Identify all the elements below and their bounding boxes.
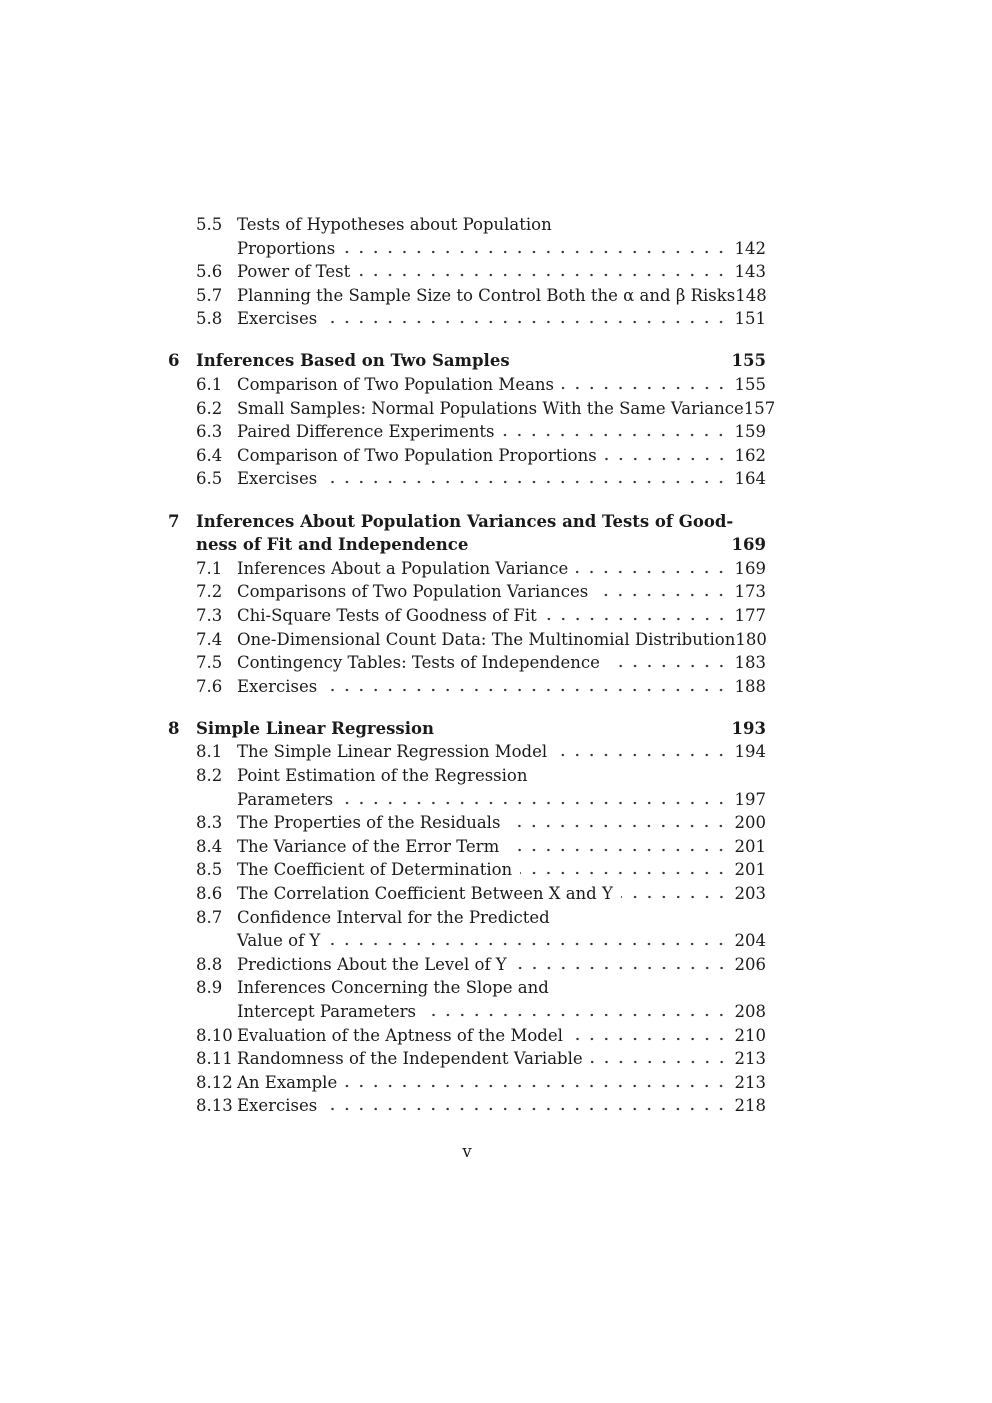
toc-entry-continuation (168, 237, 766, 261)
entry-page: 142 (734, 238, 766, 258)
entry-page: 201 (734, 836, 766, 856)
entry-page: 201 (734, 860, 766, 880)
entry-title: Tests of Hypotheses about Population (237, 215, 552, 234)
entry-page: 159 (734, 422, 766, 442)
toc-entry[interactable] (168, 213, 766, 237)
entry-title: Evaluation of the Aptness of the Model (237, 1025, 563, 1045)
section-number: 8.11 (196, 1049, 233, 1069)
entry-title: An Example (237, 1072, 338, 1092)
dot-leader (576, 570, 728, 574)
entry-title: Point Estimation of the Regression (237, 765, 528, 785)
entry-page: 194 (734, 742, 766, 762)
entry-page: 213 (734, 1072, 766, 1092)
section-number: 7.2 (196, 582, 223, 602)
toc-chapter[interactable] (168, 349, 766, 373)
toc-entry[interactable] (168, 882, 766, 906)
entry-title: The Correlation Coefficient Between X and Y (237, 883, 613, 903)
section-number: 8.12 (196, 1072, 233, 1092)
section-number: 8.5 (196, 860, 223, 880)
toc-entry[interactable] (168, 953, 766, 977)
section-number: 8.9 (196, 978, 223, 998)
section-number: 5.5 (196, 215, 223, 234)
entry-page: 173 (734, 582, 766, 602)
entry-page: 180 (735, 629, 767, 649)
dot-leader (328, 942, 728, 946)
entry-page: 210 (734, 1025, 766, 1045)
dot-leader (358, 273, 728, 277)
dot-leader (571, 1037, 729, 1041)
dot-leader (515, 966, 729, 970)
entry-title: The Variance of the Error Term (237, 836, 500, 856)
dot-leader (621, 895, 729, 899)
entry-title-continuation: ness of Fit and Independence (196, 535, 469, 555)
toc-entry[interactable] (168, 557, 766, 581)
entry-page: 155 (731, 351, 766, 371)
entry-page: 151 (734, 309, 766, 329)
dot-leader (424, 1013, 729, 1017)
toc-entry[interactable] (168, 835, 766, 859)
entry-title-continuation: Proportions (237, 238, 336, 258)
section-number: 5.6 (196, 262, 223, 282)
toc-entry[interactable] (168, 858, 766, 882)
entry-title: Inferences About a Population Variance (237, 558, 569, 578)
entry-page: 204 (734, 931, 766, 951)
entry-page: 197 (734, 789, 766, 809)
entry-title-continuation: Intercept Parameters (237, 1001, 416, 1021)
entry-title: Exercises (237, 469, 318, 489)
entry-page: 143 (734, 262, 766, 282)
toc-entry[interactable] (168, 1094, 766, 1118)
dot-leader (507, 848, 728, 852)
chapter-number: 8 (168, 718, 180, 738)
dot-leader (325, 688, 728, 692)
chapter-number: 6 (168, 351, 180, 371)
entry-title: Inferences Concerning the Slope and (237, 978, 549, 998)
dot-leader (591, 1060, 729, 1064)
toc-entry-continuation (168, 929, 766, 953)
chapter-number: 7 (168, 511, 180, 531)
entry-title: Confidence Interval for the Predicted (237, 907, 550, 927)
dot-leader (608, 664, 729, 668)
toc-entry[interactable] (168, 420, 766, 444)
entry-title: Randomness of the Independent Variable (237, 1049, 583, 1069)
entry-title: Predictions About the Level of Y (237, 954, 507, 974)
toc-entry[interactable] (168, 260, 766, 284)
section-number: 5.8 (196, 309, 223, 329)
page-number: v (462, 1142, 472, 1161)
entry-page: 188 (734, 676, 766, 696)
section-number: 8.4 (196, 836, 223, 856)
entry-page: 162 (734, 445, 766, 465)
entry-page: 164 (734, 469, 766, 489)
dot-leader (325, 1107, 728, 1111)
section-number: 8.10 (196, 1025, 233, 1045)
entry-title: Comparison of Two Population Proportions (237, 445, 597, 465)
entry-page: 183 (734, 653, 766, 673)
toc-entry[interactable] (168, 675, 766, 699)
toc-entry-continuation (168, 533, 766, 557)
entry-page: 193 (731, 718, 766, 738)
dot-leader (343, 250, 728, 254)
entry-title: Power of Test (237, 262, 351, 282)
toc-entry[interactable] (168, 811, 766, 835)
toc-entry[interactable] (168, 284, 766, 308)
entry-title: Simple Linear Regression (196, 718, 434, 738)
dot-leader (345, 1084, 728, 1088)
section-number: 6.4 (196, 445, 223, 465)
dot-leader (545, 617, 729, 621)
dot-leader (605, 457, 729, 461)
section-number: 7.4 (196, 629, 223, 649)
toc-entry[interactable] (168, 906, 766, 930)
section-number: 8.6 (196, 883, 223, 903)
section-number: 8.7 (196, 907, 223, 927)
entry-page: 155 (734, 375, 766, 395)
entry-title: Exercises (237, 309, 318, 329)
toc-entry[interactable] (168, 397, 776, 421)
dot-leader (502, 433, 728, 437)
toc-entry-continuation (168, 1000, 766, 1024)
entry-title: Exercises (237, 1096, 318, 1116)
dot-leader (596, 593, 728, 597)
section-number: 6.3 (196, 422, 223, 442)
dot-leader (555, 753, 728, 757)
table-of-contents (168, 213, 776, 1118)
entry-title: Inferences About Population Variances and Tests of Good- (196, 511, 734, 531)
entry-page: 208 (734, 1001, 766, 1021)
entry-title: Inferences Based on Two Samples (196, 351, 510, 371)
entry-page: 169 (734, 558, 766, 578)
entry-title: Planning the Sample Size to Control Both the α and β Risks (237, 285, 736, 305)
toc-entry[interactable] (168, 740, 766, 764)
toc-entry[interactable] (168, 444, 766, 468)
dot-leader (562, 386, 728, 390)
entry-page: 218 (734, 1096, 766, 1116)
section-number: 6.1 (196, 375, 223, 395)
toc-entry[interactable] (168, 467, 766, 491)
toc-entry[interactable] (168, 307, 766, 331)
entry-title: Comparisons of Two Population Variances (237, 582, 589, 602)
section-number: 6.2 (196, 398, 223, 418)
section-number: 8.1 (196, 742, 223, 762)
entry-title: Paired Difference Experiments (237, 422, 495, 442)
entry-title: The Properties of the Residuals (237, 813, 501, 833)
dot-leader (520, 871, 728, 875)
entry-page: 203 (734, 883, 766, 903)
section-number: 7.3 (196, 605, 223, 625)
section-number: 7.5 (196, 653, 223, 673)
entry-title: The Simple Linear Regression Model (237, 742, 548, 762)
entry-title: Exercises (237, 676, 318, 696)
entry-page: 200 (734, 813, 766, 833)
entry-title-continuation: Value of Y (237, 931, 321, 951)
entry-page: 169 (731, 535, 766, 555)
entry-title: Chi-Square Tests of Goodness of Fit (237, 605, 537, 625)
entry-title: Contingency Tables: Tests of Independence (237, 653, 600, 673)
dot-leader (325, 320, 728, 324)
section-number: 8.13 (196, 1096, 233, 1116)
section-number: 7.1 (196, 558, 223, 578)
toc-chapter[interactable] (168, 510, 766, 534)
toc-entry-continuation (168, 788, 766, 812)
entry-page: 148 (735, 285, 767, 305)
section-number: 7.6 (196, 676, 223, 696)
entry-page: 177 (734, 605, 766, 625)
toc-entry[interactable] (168, 1047, 766, 1071)
toc-entry[interactable] (168, 373, 766, 397)
toc-entry[interactable] (168, 628, 766, 652)
section-number: 8.3 (196, 813, 223, 833)
toc-entry[interactable] (168, 764, 766, 788)
dot-leader (325, 480, 728, 484)
entry-title: Comparison of Two Population Means (237, 375, 555, 395)
section-number: 6.5 (196, 469, 223, 489)
entry-title-continuation: Parameters (237, 789, 334, 809)
section-number: 5.7 (196, 285, 223, 305)
toc-entry[interactable] (168, 976, 766, 1000)
dot-leader (341, 801, 728, 805)
toc-entry[interactable] (168, 651, 766, 675)
entry-page: 213 (734, 1049, 766, 1069)
entry-page: 157 (743, 398, 776, 418)
entry-page: 206 (734, 954, 766, 974)
entry-title: The Coefficient of Determination (237, 860, 513, 880)
section-number: 8.2 (196, 765, 223, 785)
entry-title: Small Samples: Normal Populations With the Same Variance (237, 398, 744, 418)
toc-entry[interactable] (168, 1071, 766, 1095)
dot-leader (508, 824, 728, 828)
section-number: 8.8 (196, 954, 223, 974)
toc-entry[interactable] (168, 604, 766, 628)
toc-entry[interactable] (168, 1024, 766, 1048)
entry-title: One-Dimensional Count Data: The Multinomial Distribution (237, 629, 736, 649)
toc-chapter[interactable] (168, 717, 766, 741)
toc-entry[interactable] (168, 580, 766, 604)
